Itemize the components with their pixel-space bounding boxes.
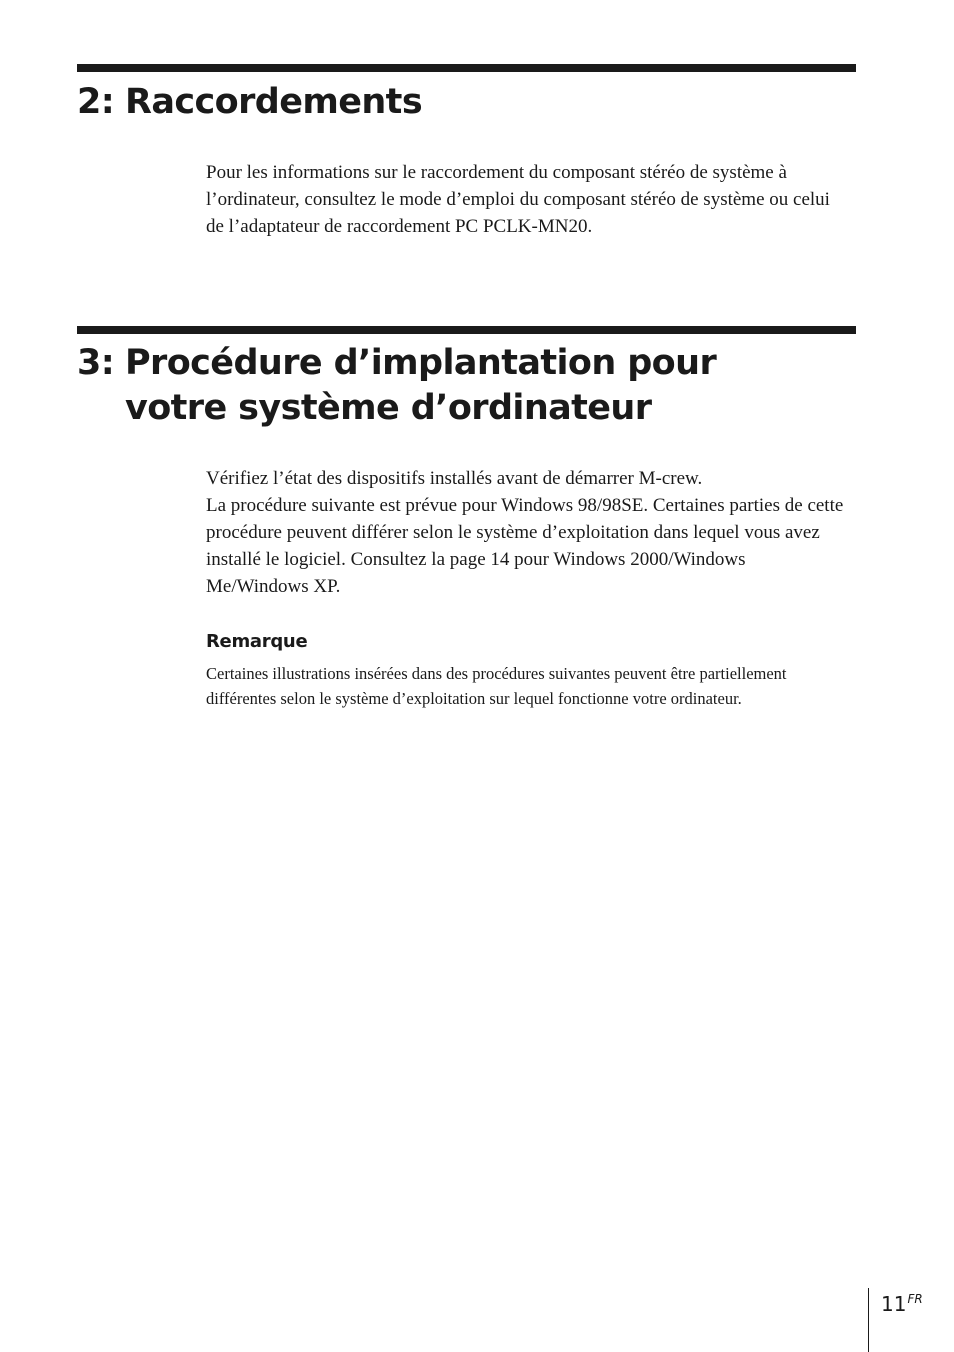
section-heading-procedure [77, 341, 716, 431]
section-title-line-2: votre système d’ordinateur [125, 388, 652, 428]
section-number: 3: [77, 343, 115, 383]
procedure-paragraph-2: La procédure suivante est prévue pour Windows 98/98SE. Certaines parties de cette procédure peuvent différer selon le système d’exploitation dans lequel vous avez installé le logiciel. Consultez la page 14 pour Windows 2000/Windows Me/Windows XP. [206, 495, 844, 597]
page-number [881, 1286, 923, 1317]
section-number: 2: [77, 82, 115, 122]
raccordements-paragraph: Pour les informations sur le raccordement du composant stéréo de système à l’ordinateur, consultez le mode d’emploi du composant stéréo de système ou celui de l’adaptateur de raccordement PC PCLK-MN20. [206, 162, 830, 237]
section-divider [77, 64, 856, 72]
section-title-line-1: Procédure d’implantation pour [125, 343, 717, 383]
page-number-value: 11 [881, 1292, 907, 1316]
section-heading-raccordements [77, 80, 422, 125]
section-title: Raccordements [125, 82, 423, 122]
procedure-paragraph-1: Vérifiez l’état des dispositifs installés avant de démarrer M-crew. [206, 468, 703, 489]
page-margin-bar [868, 1288, 869, 1352]
page-language-suffix: FR [907, 1292, 923, 1306]
note-title: Remarque [206, 631, 308, 652]
note-text: Certaines illustrations insérées dans des procédures suivantes peuvent être partiellement différentes selon le système d’exploitation sur lequel fonctionne votre ordinateur. [206, 664, 787, 708]
section-divider [77, 326, 856, 334]
